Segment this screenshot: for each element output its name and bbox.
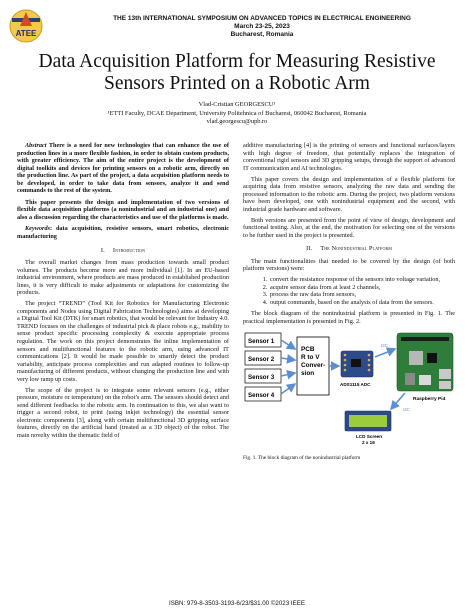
- keywords-label: Keywords: [25, 225, 50, 233]
- pcb-label-line: Conver-: [301, 362, 326, 370]
- conference-name: THE 13th INTERNATIONAL SYMPOSIUM ON ADVANCED TOPICS IN ELECTRICAL ENGINEERING: [113, 15, 411, 22]
- block-diagram: [243, 329, 455, 453]
- intro-paragraph-1: The overall market changes from mass production towards small product volumes. The products become more and more individual [1]. In an EU-based industrial environment, where products are mass produced in established production lines, it is very difficult to make adjustments or adaptations for customizing the products.: [17, 259, 229, 297]
- author-block: [40, 101, 434, 127]
- pcb-label-line: R to V: [301, 354, 320, 362]
- sensor-box-1: [245, 333, 281, 347]
- sensor-box-2: [245, 351, 281, 365]
- intro-paragraph-3: The scope of the project is to integrate some relevant sensors (e.g., either pressure, moisture or temperature) on the robot’s arm. The sensors should detect and send different feedbacks to the robotic arm. In continuation to this, we also want to trigger a second robot, to print (using inkjet technology) the essential sensor electronic components [3], along with certain multifunctional 3D gripping surface features, directly on the artificial hand (treated as a 3D object) of the robot. The main novelty within the thematic field of: [17, 386, 229, 439]
- list-item: 3. process the raw data from sensors,: [269, 291, 455, 299]
- list-item: 1. convert the resistance response of the sensors into voltage variation,: [269, 276, 455, 284]
- sensor-label: Sensor 4: [248, 392, 275, 400]
- keywords-paragraph: [17, 225, 229, 240]
- lcd-size-label: 2 x 16: [362, 440, 375, 446]
- right-column: [243, 142, 455, 462]
- section-title: The Nonindustrial Platform: [320, 245, 392, 253]
- paper-title-line-1: Data Acquisition Platform for Measuring Resistive: [38, 51, 436, 72]
- section-number: I.: [100, 246, 105, 254]
- right-paragraph-1: additive manufacturing [4] is the printing of sensors and functional surfaces/layers with high degree of freedom, that potentially replaces the integration of conventional rigid sensors and 3D gripping setups, through the support of advanced IT communication and AI technologies.: [243, 142, 455, 172]
- adc-board-image: [341, 351, 373, 377]
- paper-title: [20, 51, 454, 95]
- conference-header: [52, 15, 472, 39]
- left-column: [17, 142, 229, 443]
- right-paragraph-2: This paper covers the design and implementation of a flexible platform for acquiring data from resistive sensors, analyzing the raw data and sending the processed information to the robotic arm. During the project, two platform versions have been developed, one with nonindustrial equipment and the second, with industrial grade hardware and software.: [243, 175, 455, 213]
- paper-title-line-2: Sensors Printed on a Robotic Arm: [104, 73, 370, 94]
- right-paragraph-5: The block diagram of the nonindustrial platform is presented in Fig. 1. The practical implementation is presented in Fig. 2.: [243, 309, 455, 325]
- functionalities-list: [243, 276, 455, 306]
- sensor-label: Sensor 1: [248, 338, 275, 346]
- abstract-label: Abstract: [25, 142, 47, 149]
- pcb-label-line: sion: [301, 370, 315, 378]
- abstract-paragraph: [17, 142, 229, 195]
- conference-dates: March 23-25, 2023: [234, 23, 290, 30]
- conference-location: Bucharest, Romania: [230, 31, 294, 38]
- pcb-converter-box: [297, 337, 329, 395]
- intro-paragraph-2: The project “TREND” (Tool Kit for Robotics for Manufacturing Electronic components and Nodes using Digital Fabrication Technologies) aims at developing a Digital Tool Kit (DTK) for smart robotics, that would be relevant for Industry 4.0. TREND focuses on the challenges of industrial pick & place robots e.g., inability to sense product specific processing complexity & execute appropriate process regulation. The work on this project demonstrates the inline implementation of sensors and multifunctional features to the robotic arm, using advanced IT communications [2]. It would be made possible to smartly detect the product variability, anticipate process complexities and run adapted routines to follow-up manufacturing of different products, without changing the production line and with very low ramp up costs.: [17, 300, 229, 383]
- conference-logo: [6, 6, 46, 50]
- author-email: vlad.georgescu@upb.ro: [206, 118, 268, 126]
- sensor-label: Sensor 2: [248, 356, 275, 364]
- section-number: II.: [306, 245, 313, 253]
- section-heading-nonindustrial: [243, 245, 455, 253]
- author-affiliation: ¹ETTI Faculty, DCAE Department, University Politehnica of Bucharest, 060042 Bucharest, Romania: [107, 109, 367, 117]
- adc-label: ADS1115 ADC: [340, 382, 371, 388]
- right-paragraph-4: The main functionalities that needed to be covered by the design (of both platform versions) were:: [243, 257, 455, 273]
- pcb-label-line: PCB: [301, 346, 315, 354]
- rpi-label: Raspberry Pi4: [413, 397, 446, 403]
- list-item: 2. acquire sensor data from at least 2 channels,: [269, 284, 455, 292]
- sensor-box-3: [245, 369, 281, 383]
- i2c-label: I2C: [381, 343, 388, 349]
- page-footer: ISBN: 979-8-3503-3193-6/23/$31.00 ©2023 IEEE: [169, 600, 305, 607]
- sensor-label: Sensor 3: [248, 374, 275, 382]
- keywords-text: : data acquisition, resistive sensors, smart robotics, electronic manufacturing: [17, 225, 229, 241]
- i2c-label: I2C: [403, 407, 410, 413]
- lcd-screen-image: [345, 411, 391, 431]
- abstract-text: There is a need for new technologies that can enhance the use of production lines in a more flexible fashion, in order to obtain custom products, with greater efficiency. The aim of the entire project is the development of digital toolkits and devices for printing sensors on a robotic arm, directly on the production line. As part of the project, a data acquisition platform needs to be developed, in order to take data from sensors, analyze it and send commands to the rest of the system.: [17, 142, 229, 195]
- figure-caption: Fig. 1. The block diagram of the nonindustrial platform: [243, 455, 361, 462]
- conference-logo-text: ATEE: [15, 29, 37, 38]
- section-heading-introduction: [17, 247, 229, 255]
- figure-1: [243, 329, 455, 462]
- sensor-box-4: [245, 387, 281, 401]
- list-item: 4. output commands, based on the analysis of data from the sensors.: [269, 299, 455, 307]
- abstract-paragraph-2: This paper presents the design and implementation of two versions of flexible data acquisition platforms (a nonindustrial and an industrial one) and also a discussion regarding the characteristics and use of the platforms is made.: [17, 198, 229, 221]
- section-title: Introduction: [112, 246, 146, 254]
- lcd-label: LCD Screen: [356, 434, 383, 440]
- right-paragraph-3: Both versions are presented from the point of view of design, development and functional testing. Also, at the end, the motivation for selecting one of the versions to be further used in the project is presented.: [243, 216, 455, 239]
- author-name: Vlad-Cristian GEORGESCU¹: [198, 101, 276, 108]
- raspberry-pi-image: [397, 333, 453, 391]
